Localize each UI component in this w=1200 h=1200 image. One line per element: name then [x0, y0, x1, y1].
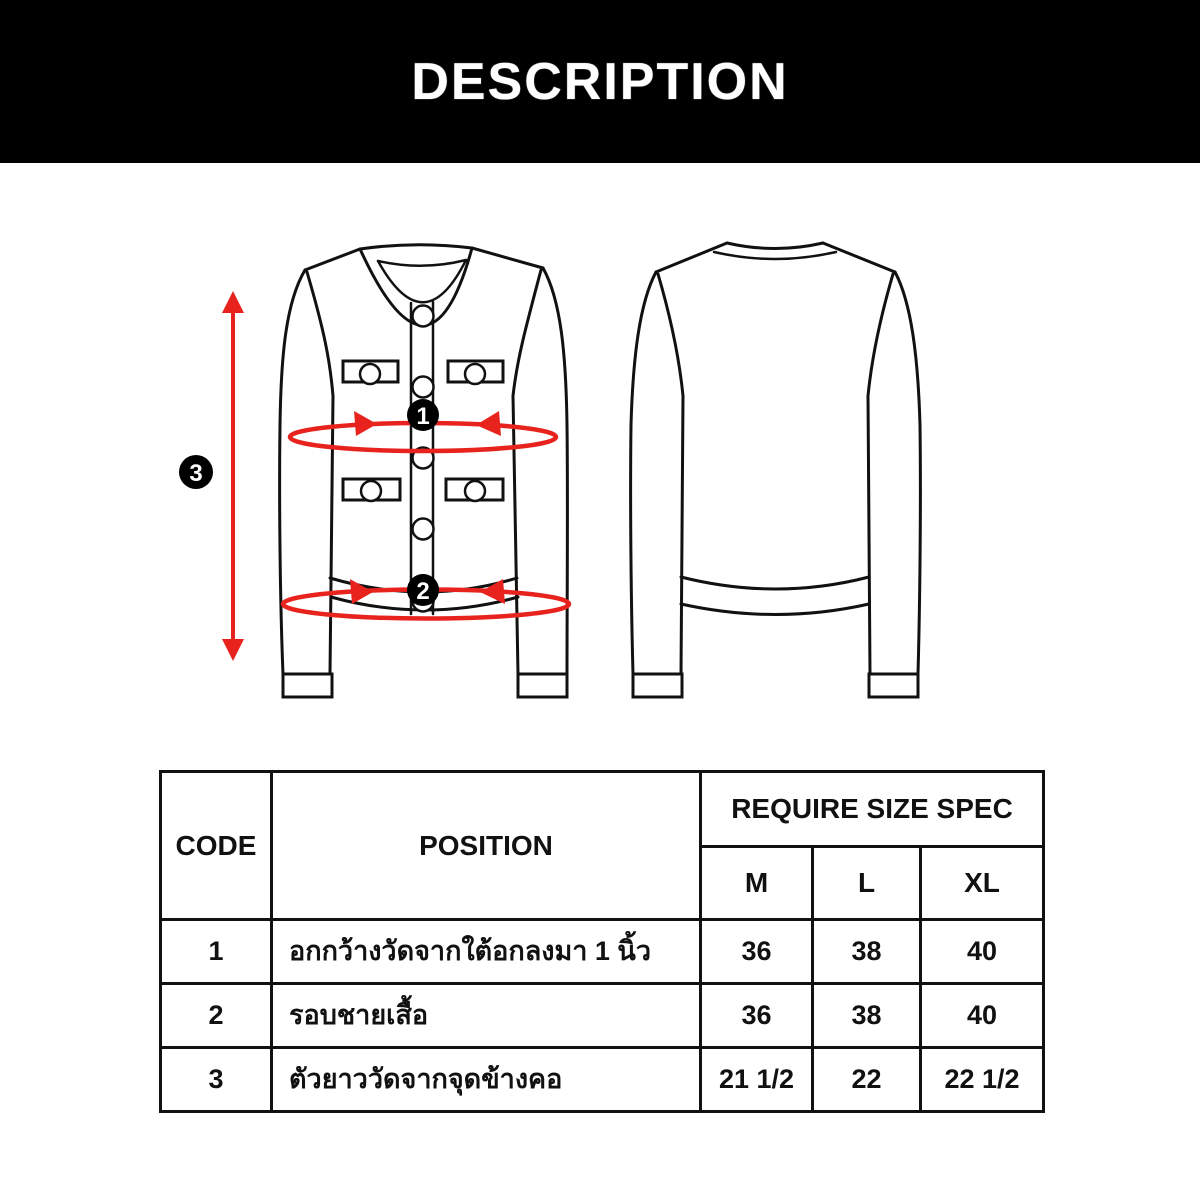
- size-cell-xl: 40: [921, 920, 1044, 984]
- back-left-inner-edge: [681, 396, 683, 674]
- pocket-button: [360, 364, 380, 384]
- measure-badge-2: [407, 574, 439, 606]
- arrow-left-icon: [480, 579, 505, 604]
- arrow-left-icon: [476, 411, 501, 436]
- front-left-sleeve-outline: [280, 270, 305, 674]
- size-cell-l: 22: [813, 1048, 921, 1112]
- code-cell: 2: [161, 984, 272, 1048]
- front-left-armhole: [307, 272, 333, 396]
- back-right-inner-edge: [868, 396, 870, 674]
- front-view-drawing: [280, 245, 568, 697]
- size-cell-m: 21 1/2: [701, 1048, 813, 1112]
- position-cell: รอบชายเสื้อ: [272, 984, 701, 1048]
- back-neck-band: [714, 252, 836, 259]
- position-cell: อกกว้างวัดจากใต้อกลงมา 1 นิ้ว: [272, 920, 701, 984]
- front-right-armhole: [513, 270, 541, 396]
- badge-number: 2: [416, 578, 430, 605]
- table-row: [161, 984, 1044, 1048]
- front-left-cuff: [283, 674, 332, 697]
- front-right-cuff: [518, 674, 567, 697]
- placket-button: [413, 306, 434, 327]
- back-left-armhole: [658, 274, 683, 396]
- pocket-button: [465, 481, 485, 501]
- arrow-down-icon: [222, 639, 244, 661]
- badge-number: 3: [189, 460, 203, 487]
- position-header-cell: POSITION: [272, 772, 701, 920]
- position-cell: ตัวยาววัดจากจุดข้างคอ: [272, 1048, 701, 1112]
- arrow-right-icon: [354, 411, 377, 436]
- table-row: [161, 1048, 1044, 1112]
- collar-top-edge: [360, 245, 472, 249]
- front-left-inner-edge: [330, 396, 333, 674]
- length-arrow: [222, 291, 244, 661]
- size-cell-l: 38: [813, 984, 921, 1048]
- table-row: [161, 920, 1044, 984]
- size-cell-xl: 22 1/2: [921, 1048, 1044, 1112]
- arrow-up-icon: [222, 291, 244, 313]
- back-view-drawing: [631, 243, 921, 697]
- arrow-right-icon: [350, 579, 373, 604]
- back-left-sleeve-outline: [631, 272, 656, 674]
- placket-button: [413, 519, 434, 540]
- placket-button: [413, 377, 434, 398]
- spec-header-cell: REQUIRE SIZE SPEC: [701, 772, 1044, 847]
- size-header-l: L: [813, 847, 921, 920]
- back-hem-lower: [681, 604, 869, 615]
- size-cell-xl: 40: [921, 984, 1044, 1048]
- size-spec-table: [159, 770, 1045, 1113]
- table-header-row: [161, 772, 1044, 847]
- size-cell-m: 36: [701, 984, 813, 1048]
- size-header-m: M: [701, 847, 813, 920]
- code-cell: 3: [161, 1048, 272, 1112]
- back-neck-top: [727, 243, 823, 249]
- front-right-shoulder: [472, 248, 543, 268]
- measure-badge-3: [179, 455, 213, 489]
- back-right-cuff: [869, 674, 918, 697]
- back-left-cuff: [633, 674, 682, 697]
- pocket-button: [361, 481, 381, 501]
- size-cell-m: 36: [701, 920, 813, 984]
- pocket-button: [465, 364, 485, 384]
- code-cell: 1: [161, 920, 272, 984]
- back-left-shoulder: [656, 243, 727, 272]
- measure-badge-1: [407, 399, 439, 431]
- back-right-sleeve-outline: [895, 272, 920, 674]
- size-header-xl: XL: [921, 847, 1044, 920]
- back-hem-upper: [681, 577, 869, 589]
- back-right-shoulder: [823, 243, 895, 272]
- badge-number: 1: [416, 403, 430, 430]
- size-cell-l: 38: [813, 920, 921, 984]
- collar-back-neck-line: [378, 260, 466, 266]
- back-right-armhole: [868, 274, 893, 396]
- code-header-cell: CODE: [161, 772, 272, 920]
- front-right-inner-edge: [513, 396, 518, 674]
- front-left-shoulder: [305, 249, 360, 270]
- page-title: DESCRIPTION: [411, 52, 789, 111]
